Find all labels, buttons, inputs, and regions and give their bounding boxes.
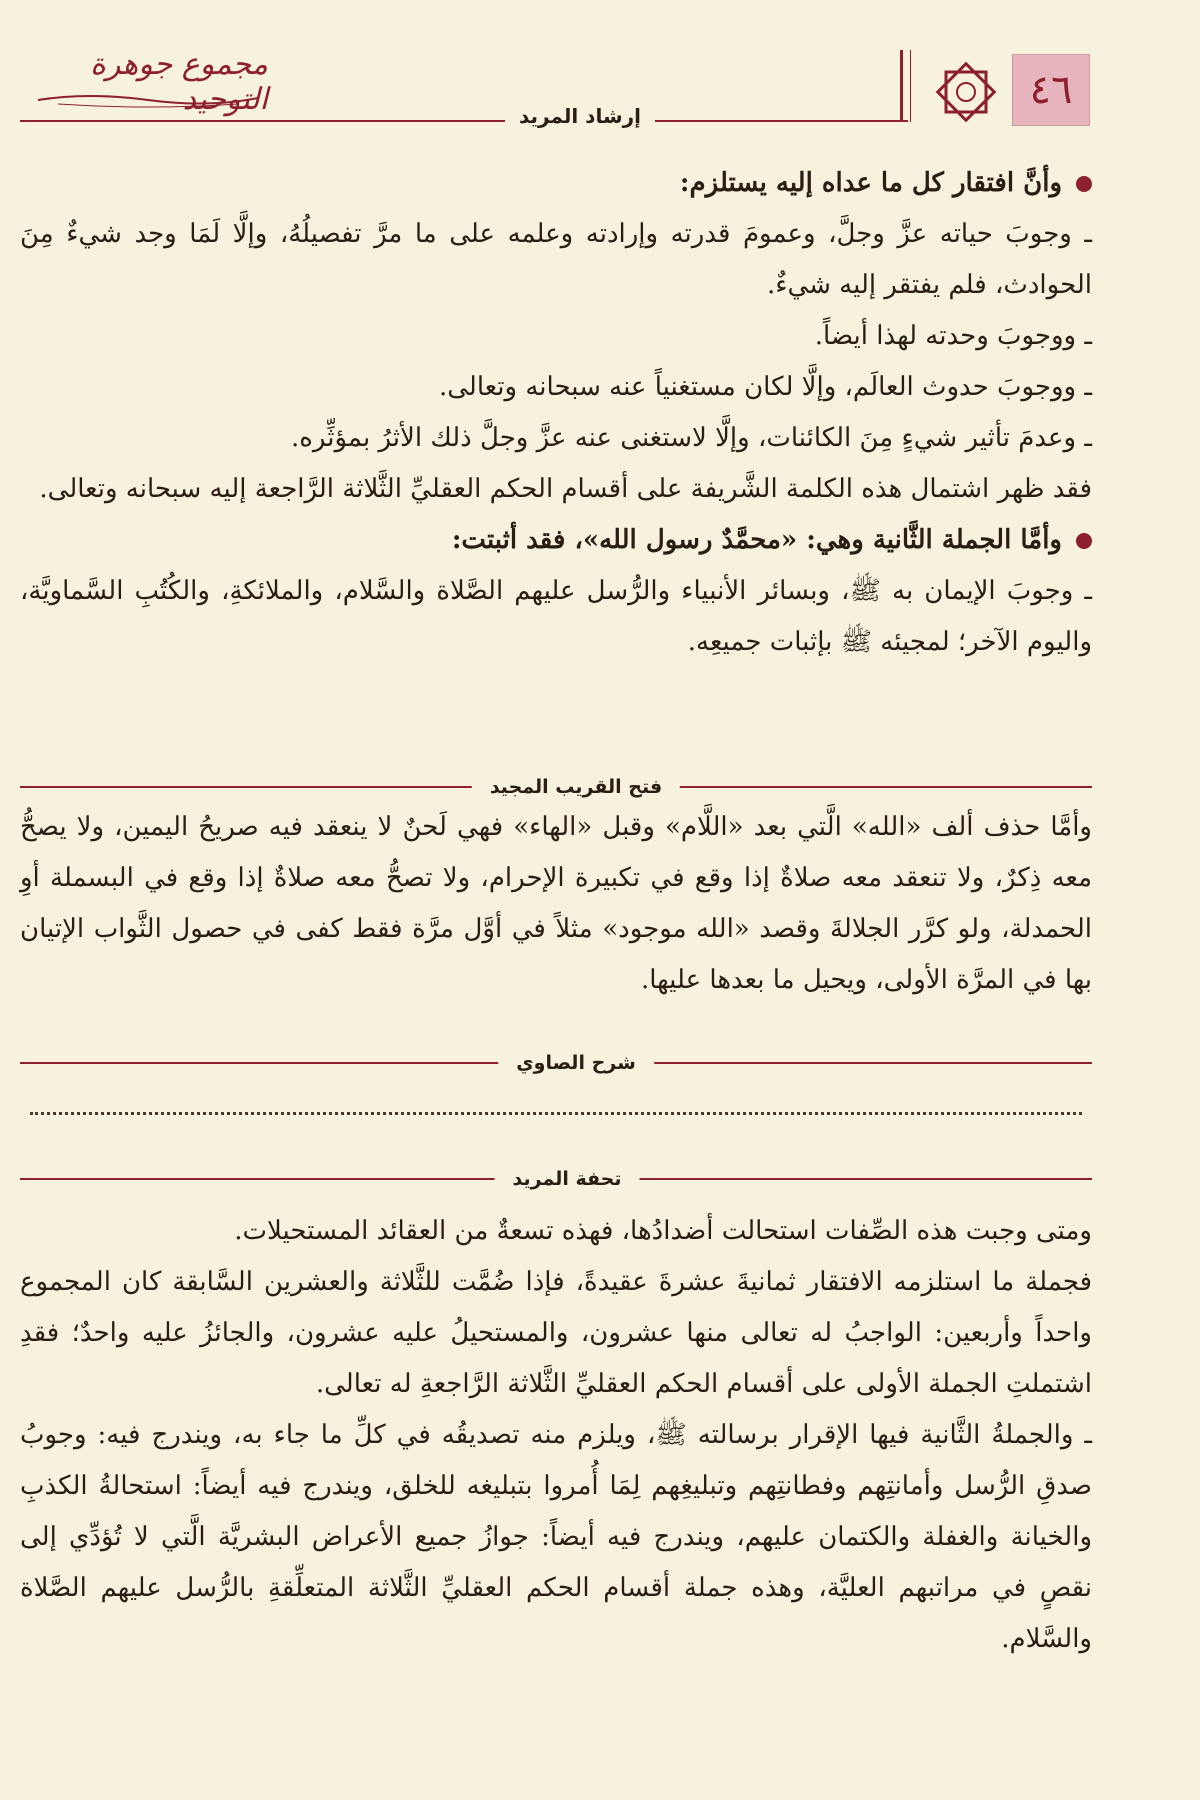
- bullet-heading-text: وأمَّا الجملة الثَّانية وهي: «محمَّدٌ رسول الله»، فقد أثبتت:: [451, 525, 1062, 555]
- book-logo-text: مجموع جوهرة التوحيد: [90, 47, 268, 117]
- paragraph: ـ وجوبَ الإيمان به ﷺ، وبسائر الأنبياء والرُّسل عليهم الصَّلاة والسَّلام، والملائكةِ، والكُتُبِ السَّماويَّة، واليوم الآخر؛ لمجيئه ﷺ بإثبات جميعِه.: [20, 576, 1092, 657]
- irshad-text-block: [20, 158, 1092, 668]
- header-divider-thin: [910, 50, 911, 122]
- bullet-icon: [1076, 176, 1092, 192]
- section-label-sawi: شرح الصاوي: [498, 1052, 654, 1074]
- running-title: إرشاد المريد: [505, 104, 655, 128]
- paragraph: ـ والجملةُ الثَّانية فيها الإقرار برسالته ﷺ، ويلزم منه تصديقُه في كلِّ ما جاء به، ويندرج فيه: وجوبُ صدقِ الرُّسل وأمانتِهم وفطانتِهم وتبليغِهم لِمَا أُمروا بتبليغه للخلق، ويندرج فيه أيضاً: استحالةُ الكذبِ والخيانة والغفلة والكتمان عليهم، ويندرج فيه أيضاً: جوازُ جميع الأعراض البشريَّة الَّتي لا تُؤدِّي إلى نقصٍ في مراتبهم العليَّة، وهذه جملة أقسام الحكم العقليِّ الثَّلاثة المتعلِّقةِ بالرُّسل عليهم الصَّلاة والسَّلام.: [20, 1420, 1093, 1654]
- bullet-icon: [1076, 533, 1092, 549]
- section-label-fath: فتح القريب المجيد: [472, 776, 680, 798]
- tuhfa-text-block: [20, 1206, 1092, 1665]
- paragraph: ـ ووجوبَ وحدته لهذا أيضاً.: [814, 321, 1092, 351]
- fath-text-block: [20, 802, 1092, 1006]
- section-label-tuhfa: تحفة المريد: [495, 1168, 640, 1190]
- paragraph: ـ وجوبَ حياته عزَّ وجلَّ، وعمومَ قدرته وإرادته وعلمه على ما مرَّ تفصيلُهُ، وإلَّا لَمَا وجد شيءٌ مِنَ الحوادث، فلم يفتقر إليه شيءٌ.: [20, 219, 1092, 300]
- paragraph: فجملة ما استلزمه الافتقار ثمانيةَ عشرةَ عقيدةً، فإذا ضُمَّت للثَّلاثة والعشرين السَّابقة كان المجموع واحداً وأربعين: الواجبُ له تعالى منها عشرون، والمستحيلُ عليه عشرون، والجائزُ عليه واحدٌ؛ فقدِ اشتملتِ الجملة الأولى على أقسام الحكم العقليِّ الثَّلاثة الرَّاجعةِ له تعالى.: [20, 1267, 1092, 1399]
- paragraph: ـ وعدمَ تأثير شيءٍ مِنَ الكائنات، وإلَّا لاستغنى عنه عزَّ وجلَّ ذلك الأثرُ بمؤثِّره.: [291, 423, 1092, 453]
- header-divider: [900, 50, 903, 122]
- paragraph: وأمَّا حذف ألف «الله» الَّتي بعد «اللَّام» وقبل «الهاء» فهي لَحنٌ لا ينعقد فيه صريحُ اليمين، ولا يصحُّ معه ذِكرٌ، ولا تنعقد معه صلاةٌ إذا وقع في تكبيرة الإحرام، ولا تصحُّ معه صلاةٌ إذا وقع في البسملة أوِ الحمدلة، ولو كرَّر الجلالةَ وقصد «الله موجود» مثلاً في أوَّل مرَّة فقط كفى في حصول الثَّواب الإتيان بها في المرَّة الأولى، ويحيل ما بعدها عليها.: [20, 812, 1092, 995]
- header-rule: [20, 120, 908, 122]
- star-ornament-icon: [934, 60, 998, 124]
- dotted-placeholder-line: [30, 1112, 1082, 1115]
- paragraph: فقد ظهر اشتمال هذه الكلمة الشَّريفة على أقسام الحكم العقليِّ الثَّلاثة الرَّاجعة إليه سبحانه وتعالى.: [39, 474, 1092, 504]
- paragraph: ـ ووجوبَ حدوث العالَم، وإلَّا لكان مستغنياً عنه سبحانه وتعالى.: [438, 372, 1092, 402]
- book-logo: [28, 47, 268, 117]
- bullet-heading-2: [20, 515, 1092, 566]
- bullet-heading-text: وأنَّ افتقار كل ما عداه إليه يستلزم:: [679, 168, 1062, 198]
- bullet-heading-1: [20, 158, 1092, 209]
- page-number: ٤٦: [1012, 54, 1090, 126]
- paragraph: ومتى وجبت هذه الصِّفات استحالت أضدادُها، فهذه تسعةٌ من العقائد المستحيلات.: [234, 1216, 1092, 1246]
